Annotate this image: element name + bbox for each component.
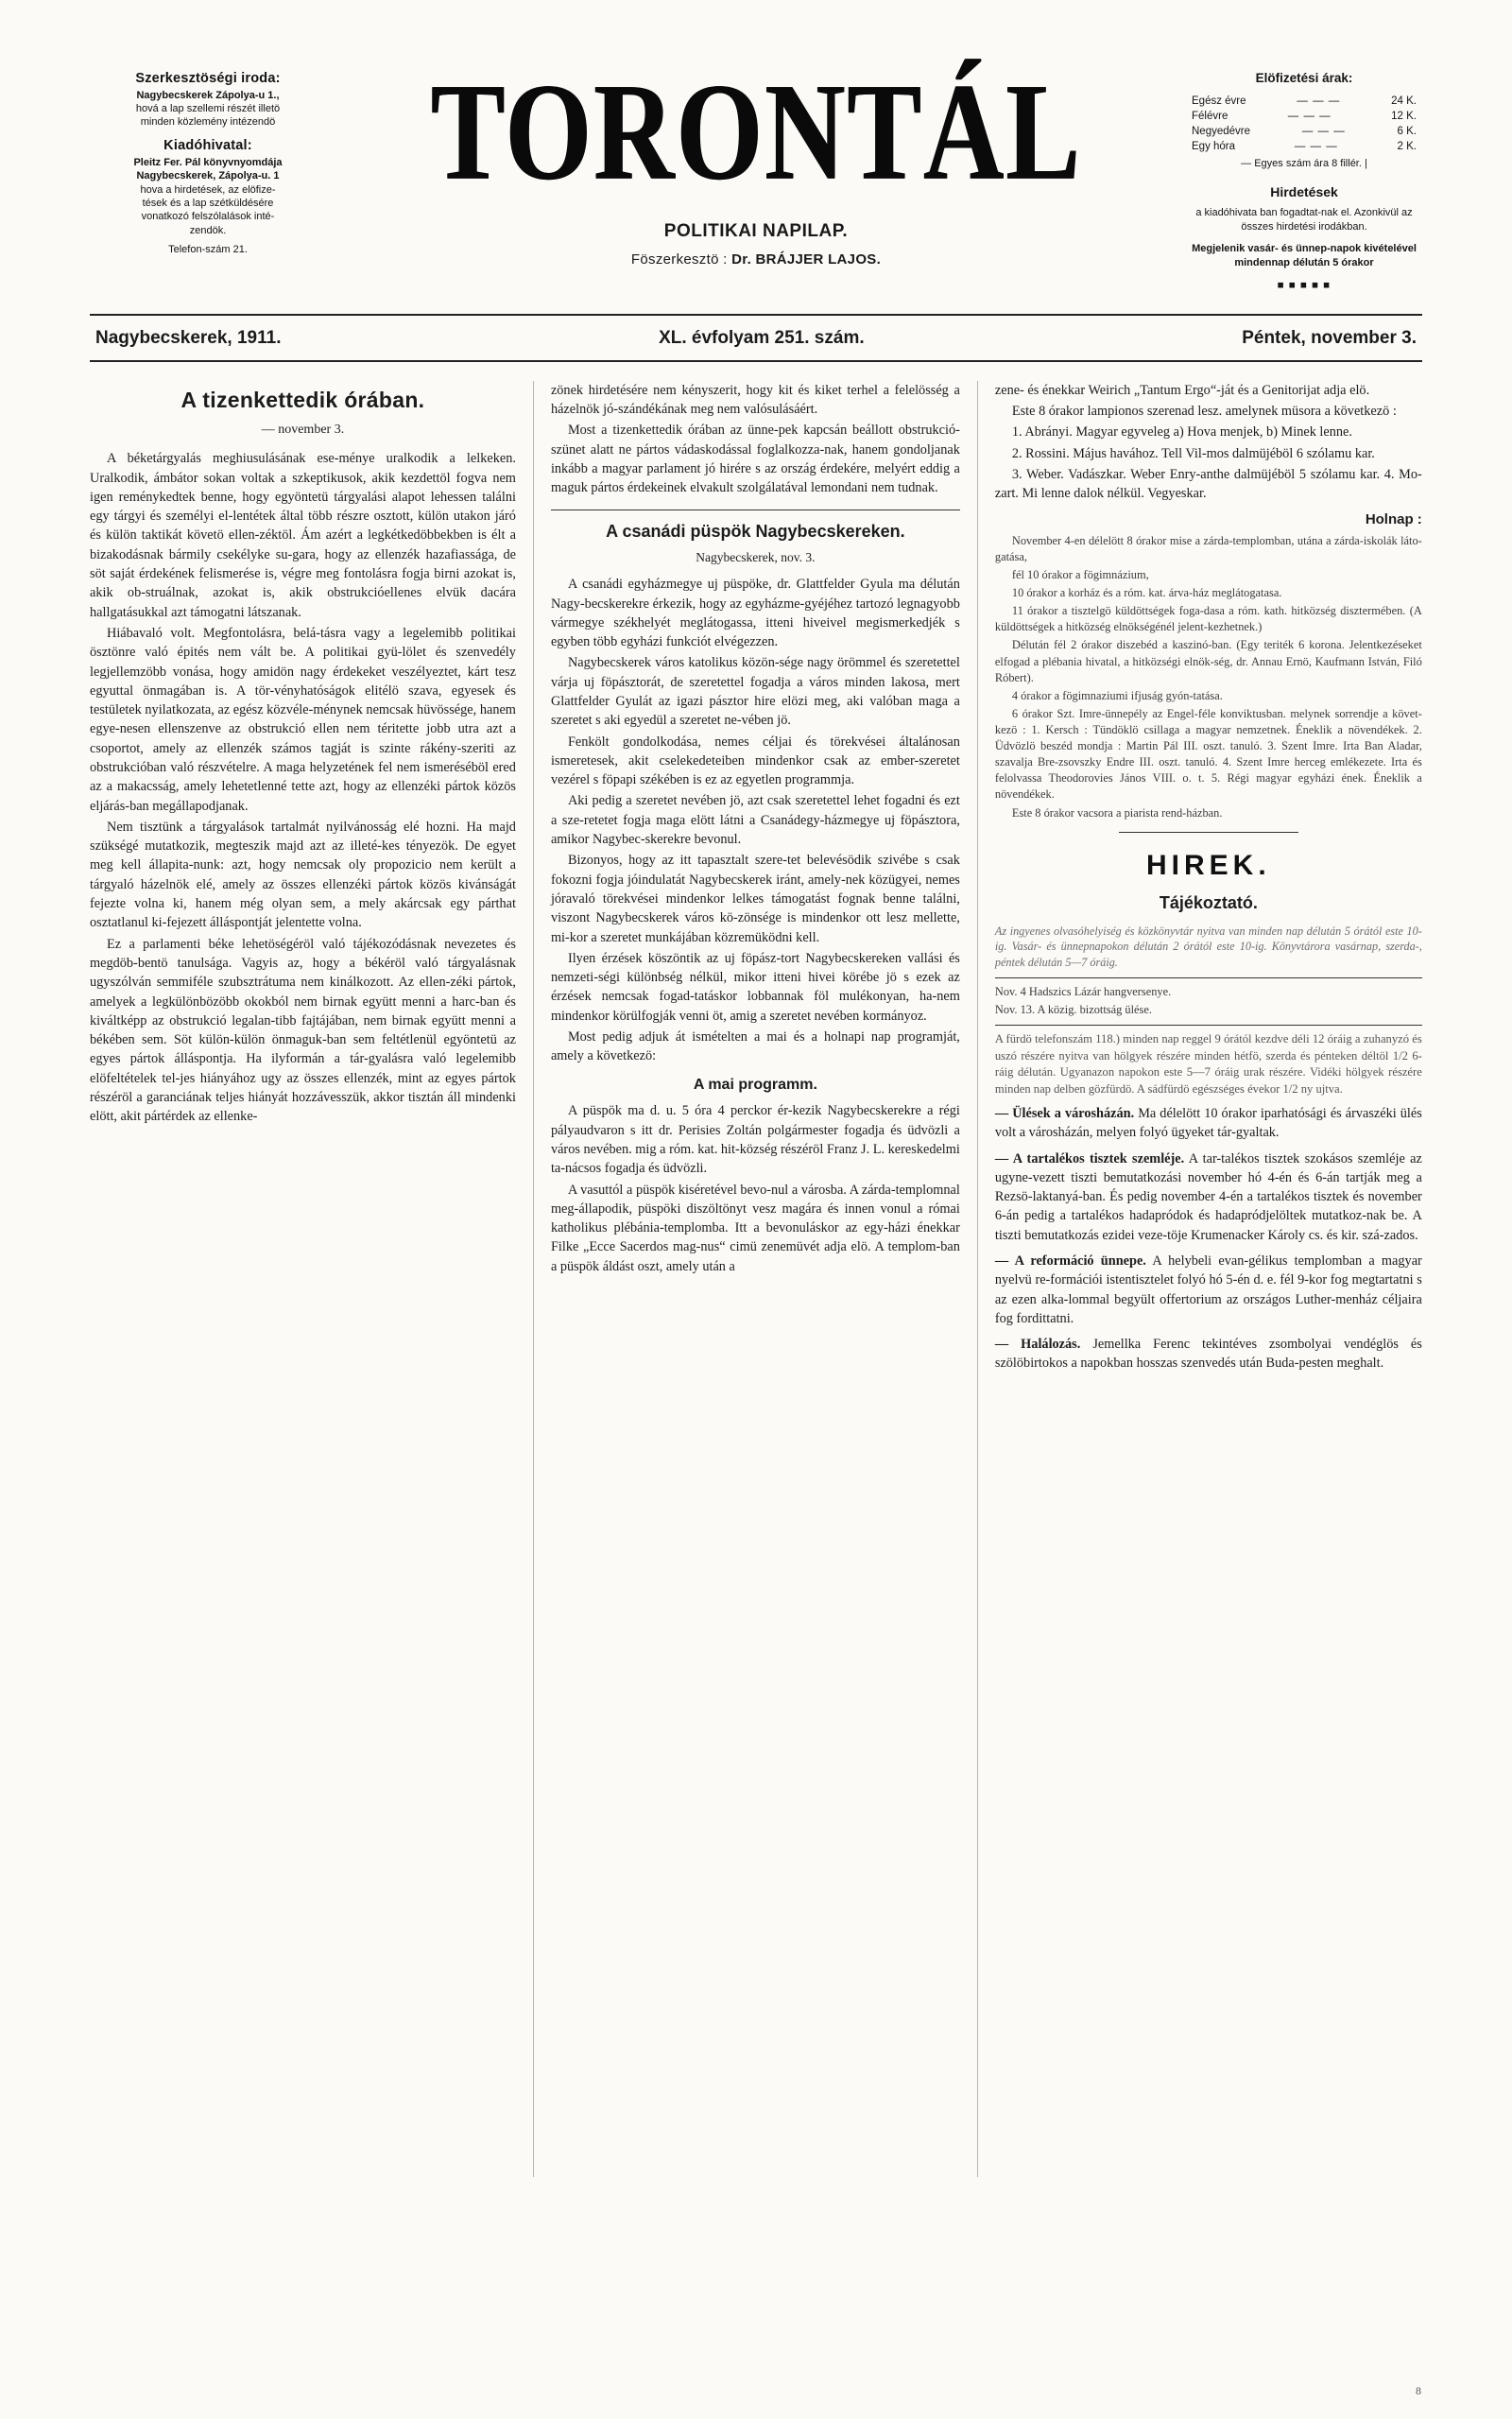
article-columns (90, 381, 1422, 2177)
single-copy-price: — Egyes szám ára 8 fillér. | (1241, 158, 1367, 170)
price-row (1186, 139, 1422, 154)
lead-article-paragraph: Ez a parlamenti béke lehetöségéröl való tájékozódásnak nevezetes és megdöb-bentö tanulsága. Vagyis az, hogy a békéröl való tárgyalásnak ugyszólván semmiféle szubsztrátuma nem kinálkozott. Az ellen-zéki pártok, amelyek a legkülönbözöbb okokból nem birnak együtt menni a harc-ban és kiváltképp az obstrukció legalan-tibb fajtájában, nem birnak együtt menni a békében sem. Söt külön-külön önmaguk-ban sem feltétlenül egyöntetü az egyes pártok álláspontja. Ha ilyformán a tár-gyalásra való legelemibb elöfeltételek tel-jes hiányához ugy az összes ellenzék, mint az egyes pártok részéröl a garanciának teljes hiányát hozzávesszük, akkor tisztán áll mindenki elött, akit pártérdek az ellenke- (90, 936, 516, 1125)
tomorrow-item: Este 8 órakor vacsora a piarista rend-házban. (1011, 805, 1223, 820)
tomorrow-item: 10 órakor a korház és a róm. kat. árva-ház meglátogatasa. (1011, 586, 1282, 600)
publication-schedule: Megjelenik vasár- és ünnep-napok kivételével mindennap délután 5 órakor (1192, 242, 1417, 268)
news-item-text: A helybeli evan-gélikus templomban a magyar nyelvü re-formációi istentisztelet folyó hó 5-én d. e. fél 9-kor fog megtartatni s az ezen alka-lommal begyült offertorium az országos Luther-menház céljaira fog fordittatni. (994, 1253, 1422, 1326)
lead-article-continuation: zönek hirdetésére nem kényszerit, hogy kit és kiket terhel a felelösség a házelnök jó-szándékának meg nem valósulásáért. (550, 382, 960, 418)
news-item-text: Ma délelött 10 órakor iparhatósági és árvaszéki ülés volt a városházán, melyen folyó ügyeket tár-gyaltak. (994, 1105, 1422, 1141)
announcement-item: Nov. 13. A közig. bizottság ülése. (994, 1003, 1152, 1017)
information-text: Az ingyenes olvasóhelyiség és közkönyvtár nyitva van minden nap délután 5 órától este 10-ig. Vasár- és ünnepnapokon délután 2 órától este 10-ig. Könyvtárora vasárnap, szerda-, péntek délután 5—7 óráig. (994, 924, 1422, 969)
masthead-left-info (90, 57, 326, 293)
publisher-address: Nagybecskerek, Zápolya-u. 1 (136, 170, 280, 182)
second-article-paragraph: Bizonyos, hogy az itt tapasztalt szere-tet belevésödik szivébe s csak fokozni fogja jóindulatát Nagybecskerek iránt, amely-nek közügyei, nemes jóravaló törekvései mindenkor lelkes támogatást fognak benne találni, viszont Nagybecskerek város kö-zönsége is mindenkor ott lesz mellette, mi-kor a szeretet munkájában közremüködni kell. (550, 853, 960, 945)
lead-article-paragraph: Nem tisztünk a tárgyalások tartalmát nyilvánosság elé hozni. Ha majd szükségé mutatkozik, megteszik majd azt az illeté-kes tényezök. De egyet meg kell állapita-nunk: azt, hogy nemcsak oly propozicio nem került a tárgyaló házelnök elé, amely az összes ellenzéki pártok közös kivánságát fejezte volna ki, hanem még olyan sem, a mely akárcsak egy párthat osztatlanul ki-fejezett álláspontját jelentette volna. (90, 819, 516, 931)
price-dots: — — — (1297, 95, 1341, 107)
editor-name: Dr. BRÁJJER LAJOS. (731, 251, 882, 268)
program-paragraph: A püspök ma d. u. 5 óra 4 perckor ér-kezik Nagybecskerekre a régi pályaudvaron s itt dr. Perisies Zoltán polgármester fogadja és üdvözli a város nevében. mig a róm. kat. hit-község részéröl Franz J. L. kereskedelmi ta-nácsos fogadja és üdvözli. (550, 1103, 960, 1177)
news-item-text: Jemellka Ferenc tekintéves zsombolyai vendéglös és szölöbirtokos a napokban hosszas szenvedés után Buda-pesten meghalt. (994, 1337, 1422, 1372)
publisher-name: Pleitz Fer. Pál könyvnyomdája (133, 157, 283, 169)
masthead (0, 0, 1512, 293)
publisher-note-3: vonatkozó felszólalások inté- (141, 211, 275, 223)
editorial-note-2: minden közlemény intézendö (140, 116, 276, 129)
news-item (995, 1149, 1422, 1245)
price-label: Negyedévre (1192, 126, 1251, 138)
information-title: Tájékoztató. (1159, 893, 1258, 913)
advertisements-text: a kiadóhivata ban fogadtat-nak el. Azonkivül az összes hirdetési irodákban. (1195, 207, 1413, 233)
publisher-office-label: Kiadóhivatal: (163, 138, 252, 154)
editorial-note-1: hová a lap szellemi részét illetö (135, 102, 281, 114)
tomorrow-item: Délután fél 2 órakor diszebéd a kaszinó-ban. (Egy teriték 6 korona. Jelentkezéseket elfogad a plébania hivatal, a hitközségi elnök-ség, dr. Annau Ernö, Kaufmann István, Filó Róbert). (994, 638, 1422, 684)
dateline-volume-issue: XL. évfolyam 251. szám. (659, 327, 865, 348)
price-label: Félévre (1192, 110, 1228, 122)
second-article-paragraph: Most pedig adjuk át ismételten a mai és a holnapi nap programját, amely a következö: (550, 1029, 960, 1064)
page-corner-number: 8 (1416, 2384, 1421, 2397)
program-list-item: 3. Weber. Vadászkar. Weber Enry-anthe dalmüjéböl 5 szólamu kar. 4. Mo-zart. Mi lenne dalok nélkül. Vegyeskar. (994, 466, 1422, 502)
news-item-lead: — Halálozás. (994, 1337, 1081, 1353)
bath-notice-text: A fürdö telefonszám 118.) minden nap reggel 9 órától kezdve déli 12 óráig a zuhanyzó és uszó részére nyitva van hölgyek részére minden hétfö, szerda és pénteken déltöl 1/2 6-ráig délután. Ugyanazon napokon este 5—7 óráig urak részére. Vidéki hölgyek részére minden nap delben gözfürdö. A sádfürdö egészséges évekor 1/2 ny ujtva. (994, 1032, 1422, 1096)
tomorrow-item: 11 órakor a tisztelgö küldöttségek foga-dasa a róm. kath. hitközség disztermében. (A küldöttségek a hitközség elnökségénél jelent-kezhetnek.) (994, 604, 1422, 634)
price-value: 6 K. (1397, 126, 1417, 138)
news-item-lead: — A reformáció ünnepe. (994, 1253, 1146, 1269)
second-article-paragraph: A csanádi egyházmegye uj püspöke, dr. Glattfelder Gyula ma délután Nagy-becskerekre érkezik, hogy az egyházme-gyéjéhez tartozó legnagyobb vármegye székhelyét meglátogassa, itteni hiveivel megismerkedjék s egyben több egyházi funkciót elvégezzen. (550, 577, 960, 650)
news-item-lead: — Ülések a városházán. (994, 1105, 1135, 1121)
news-item-text: A tar-talékos tisztek szokásos szemléje az ugyne-vezett tiszti bemutatkozási november hó 4-én és 6-án tartják meg a Rezsö-laktanyá-ban. És pedig november 4-én a tartalékos tisztek és november 6-án pedig a tartalékos hadapródok és hadapródjelöltek mutatkoz-nak be. A tiszti bemutatkozás ezidei veze-töje Krumenacker Károly cs. és kir. szá-zados. (994, 1150, 1422, 1243)
dateline-bar (90, 316, 1422, 362)
second-article-paragraph: Fenkölt gondolkodása, nemes céljai és törekvései általánosan ismeretesek, akit cselekedeteiben mindenkor csak az ember-szeretet vezérel s föpapi székében is ez az egyetlen programmja. (550, 734, 960, 788)
column-2 (534, 381, 978, 2177)
price-value: 12 K. (1391, 110, 1417, 122)
price-row (1186, 124, 1422, 139)
tomorrow-program-title: Holnap : (1365, 510, 1422, 527)
dateline-day-date: Péntek, november 3. (1242, 327, 1417, 348)
second-article-paragraph: Nagybecskerek város katolikus közön-sége nagy örömmel és szeretettel várja uj föpásztorát, de szeretettel fogadja a város minden lakosa, mert Glattfelder Gyulát az igazi pásztor hire elözi meg, aki valóban maga a szeretet s aki egyedül a szeretet ne-vében jö. (550, 655, 960, 729)
news-section-separator (1119, 832, 1298, 833)
second-article-dateline: Nagybecskerek, nov. 3. (696, 550, 816, 565)
program-list-item: 2. Rossini. Május havához. Tell Vil-mos dalmüjéböl 6 szólamu kar. (1011, 445, 1375, 461)
todays-program-title: A mai programm. (693, 1076, 817, 1093)
news-item (995, 1252, 1422, 1328)
second-article-paragraph: Ilyen érzések köszöntik az uj föpász-tort Nagybecskereken vallási és nemzeti-ségi különbség nélkül, mikor itteni hivei körébe jö s ezek az érzések nemcsak fogad-tatáskor lobbannak föl mulékonyan, ha-nem mindenkor körülfogják venni öt, amig a szeretet nevében kormányoz. (550, 950, 960, 1024)
publisher-note-2: tések és a lap szétküldésére (142, 197, 274, 209)
program-paragraph: A vasuttól a püspök kiséretével bevo-nul a városba. A zárda-templomnal meg-állapodik, püspöki diszöltönyt vesz magára és innen vonul a római katholikus plébánia-templomba. Itt a bevonuláskor az egy-házi énekkar Filke „Ecce Sacerdos mag-nus“ cimü zenemüvét adja elö. A templom-ban a püspök áldást oszt, amely után a (550, 1182, 960, 1274)
tomorrow-item: 6 órakor Szt. Imre-ünnepély az Engel-féle konviktusban. melynek sorrendje a követ-kezö : 1. Kersch : Tündöklö csillaga a magyar nemzetnek. Éneklik a növendékek. 2. Üdvözlö beszéd mondja : Martin Pál III. oszt. tanuló. 3. Szent Imre. Irta Ban Aladar, szavalja Bre-zsovszky Endre III. oszt. tanuló. 4. Szent Imre herceg emlékezete. Irta és felolvassa Theodorovies János VIII. o. t. 5. Régi magyar egyházi ének. Éneklik a növendékek. (994, 706, 1422, 802)
second-article-headline: A csanádi püspök Nagybecskereken. (606, 521, 905, 541)
program-list-item: 1. Abrányi. Magyar egyveleg a) Hova menjek, b) Minek lenne. (1011, 424, 1352, 441)
news-item (995, 1104, 1422, 1143)
lead-article-date: — november 3. (261, 423, 345, 438)
price-row (1186, 109, 1422, 124)
newspaper-title: TORONTÁL (430, 54, 1082, 210)
second-article-paragraph: Aki pedig a szeretet nevében jö, azt csak szeretettel lehet fogadni és ezt a sze-retetet fogja maga elött látni a Csanádegy-házmegye uj föpásztora, amikor Nagybec-skerekre bevonul. (550, 793, 960, 848)
program-continuation: Este 8 órakor lampionos szerenad lesz. amelynek müsora a következö : (1011, 404, 1397, 420)
price-dots: — — — (1294, 141, 1338, 153)
announcement-item: Nov. 4 Hadszics Lázár hangversenye. (994, 985, 1172, 999)
publisher-note-4: zendök. (189, 224, 227, 236)
tomorrow-item: November 4-en délelött 8 órakor mise a zárda-templomban, utána a zárda-iskolák láto-gatása, (994, 533, 1422, 563)
tomorrow-item: fél 10 órakor a fögimnázium, (1011, 568, 1149, 582)
dateline-place-year: Nagybecskerek, 1911. (95, 327, 282, 348)
editorial-office-label: Szerkesztöségi iroda: (135, 71, 281, 86)
lead-article-continuation: Most a tizenkettedik órában az ünne-pek kapcsán beállott obstrukció-szünet alatt ne pártos vádaskodással foglalkozza-nak, hanem gondoljanak inkább a magyar parlament jó hirére s az ország érdekére, melyért eddig a maguk pártos érdekeinek elvakult szolgálatával lemondani nem tudnak. (550, 423, 960, 496)
lead-article-paragraph: A béketárgyalás meghiusulásának ese-ménye uralkodik a lelkeken. Uralkodik, ámbátor sokan voltak a szkeptikusok, akik kezdettöl fogva nem igen reménykedtek benne, hogy egyöntetü tárgyalási alapot lehessen találni egy tárgyi és személyi el-lentétek által több részre osztott, külön utakon járó és külön taktikát követö ellen-zéktöl. Ám azért a legkétkedöbbekben is élt a bizakodásnak bármily csekélyke su-gara, hogy az ellenzék hazafiassága, de söt saját érdekének felismerése is, végre meg fontolásra fogja birni azokat is, akik ob-struálnak, azokat is, akik obstrukcióellenes elvük dacára hallgatásukkal azt támogatni látszanak. (90, 451, 516, 620)
column-3 (978, 381, 1422, 2177)
advertisements-title: Hirdetések (1270, 183, 1338, 199)
price-row (1186, 94, 1422, 109)
lead-article-paragraph: Hiábavaló volt. Megfontolásra, belá-tásra vagy a legelemibb politikai ösztönre való épités nem vált be. A politikai gyü-lölet és szenvedély legjellemzöbb vonása, hogy amidön nagy érdekeket veszélyeztet, kárt tesz egyuttal önmagában is. A tör-vényhatóságok elitélö szava, egyesek és testületek nyilatkozata, az egész közvéle-ménynek nemcsak hüvössége, hanem egye-nesen ellenszenve az obstrukció ellen nem téritette jobb utra azt a csoportot, amely az ellenzék számos tagját is szinte rákény-szeriti az obstrukcióban való részvételre. A maga helyzetének fel nem ismeréséböl ered az a makacsság, amely lehetetlenné tette azt, hogy az ellenzéki pártok közös eljárás-ban megállapodjanak. (90, 625, 516, 814)
program-continuation: zene- és énekkar Weirich „Tantum Ergo“-ját és a Genitorijat adja elö. (994, 382, 1370, 398)
faded-block-separator (995, 1025, 1422, 1026)
newspaper-subtitle: POLITIKAI NAPILAP. (663, 221, 849, 242)
price-label: Egész évre (1192, 95, 1246, 107)
masthead-center (326, 54, 1186, 293)
masthead-right-info (1186, 57, 1422, 293)
column-1 (90, 381, 534, 2177)
editor-label: Föszerkesztö : (630, 251, 732, 268)
news-section-title: HIREK. (1146, 849, 1271, 881)
news-item (995, 1335, 1422, 1374)
editorial-office-address: Nagybecskerek Zápolya-u 1., (136, 89, 280, 101)
notes-separator (995, 977, 1422, 978)
price-dots: — — — (1287, 110, 1332, 122)
price-value: 2 K. (1397, 141, 1417, 153)
news-item-lead: — A tartalékos tisztek szemléje. (994, 1150, 1185, 1166)
decorative-dashes: ■ ■ ■ ■ ■ (1277, 279, 1332, 291)
subscription-prices-title: Elöfizetési árak: (1255, 71, 1353, 85)
price-value: 24 K. (1391, 95, 1417, 107)
publisher-note-1: hova a hirdetések, az elöfize- (140, 183, 276, 196)
price-dots: — — — (1301, 126, 1346, 138)
telephone-number: Telefon-szám 21. (168, 243, 248, 255)
lead-article-headline: A tizenkettedik órában. (180, 387, 425, 412)
price-label: Egy hóra (1192, 141, 1236, 153)
tomorrow-item: 4 órakor a fögimnaziumi ifjuság gyón-tatása. (1011, 688, 1223, 702)
editor-in-chief-line (343, 251, 1169, 268)
